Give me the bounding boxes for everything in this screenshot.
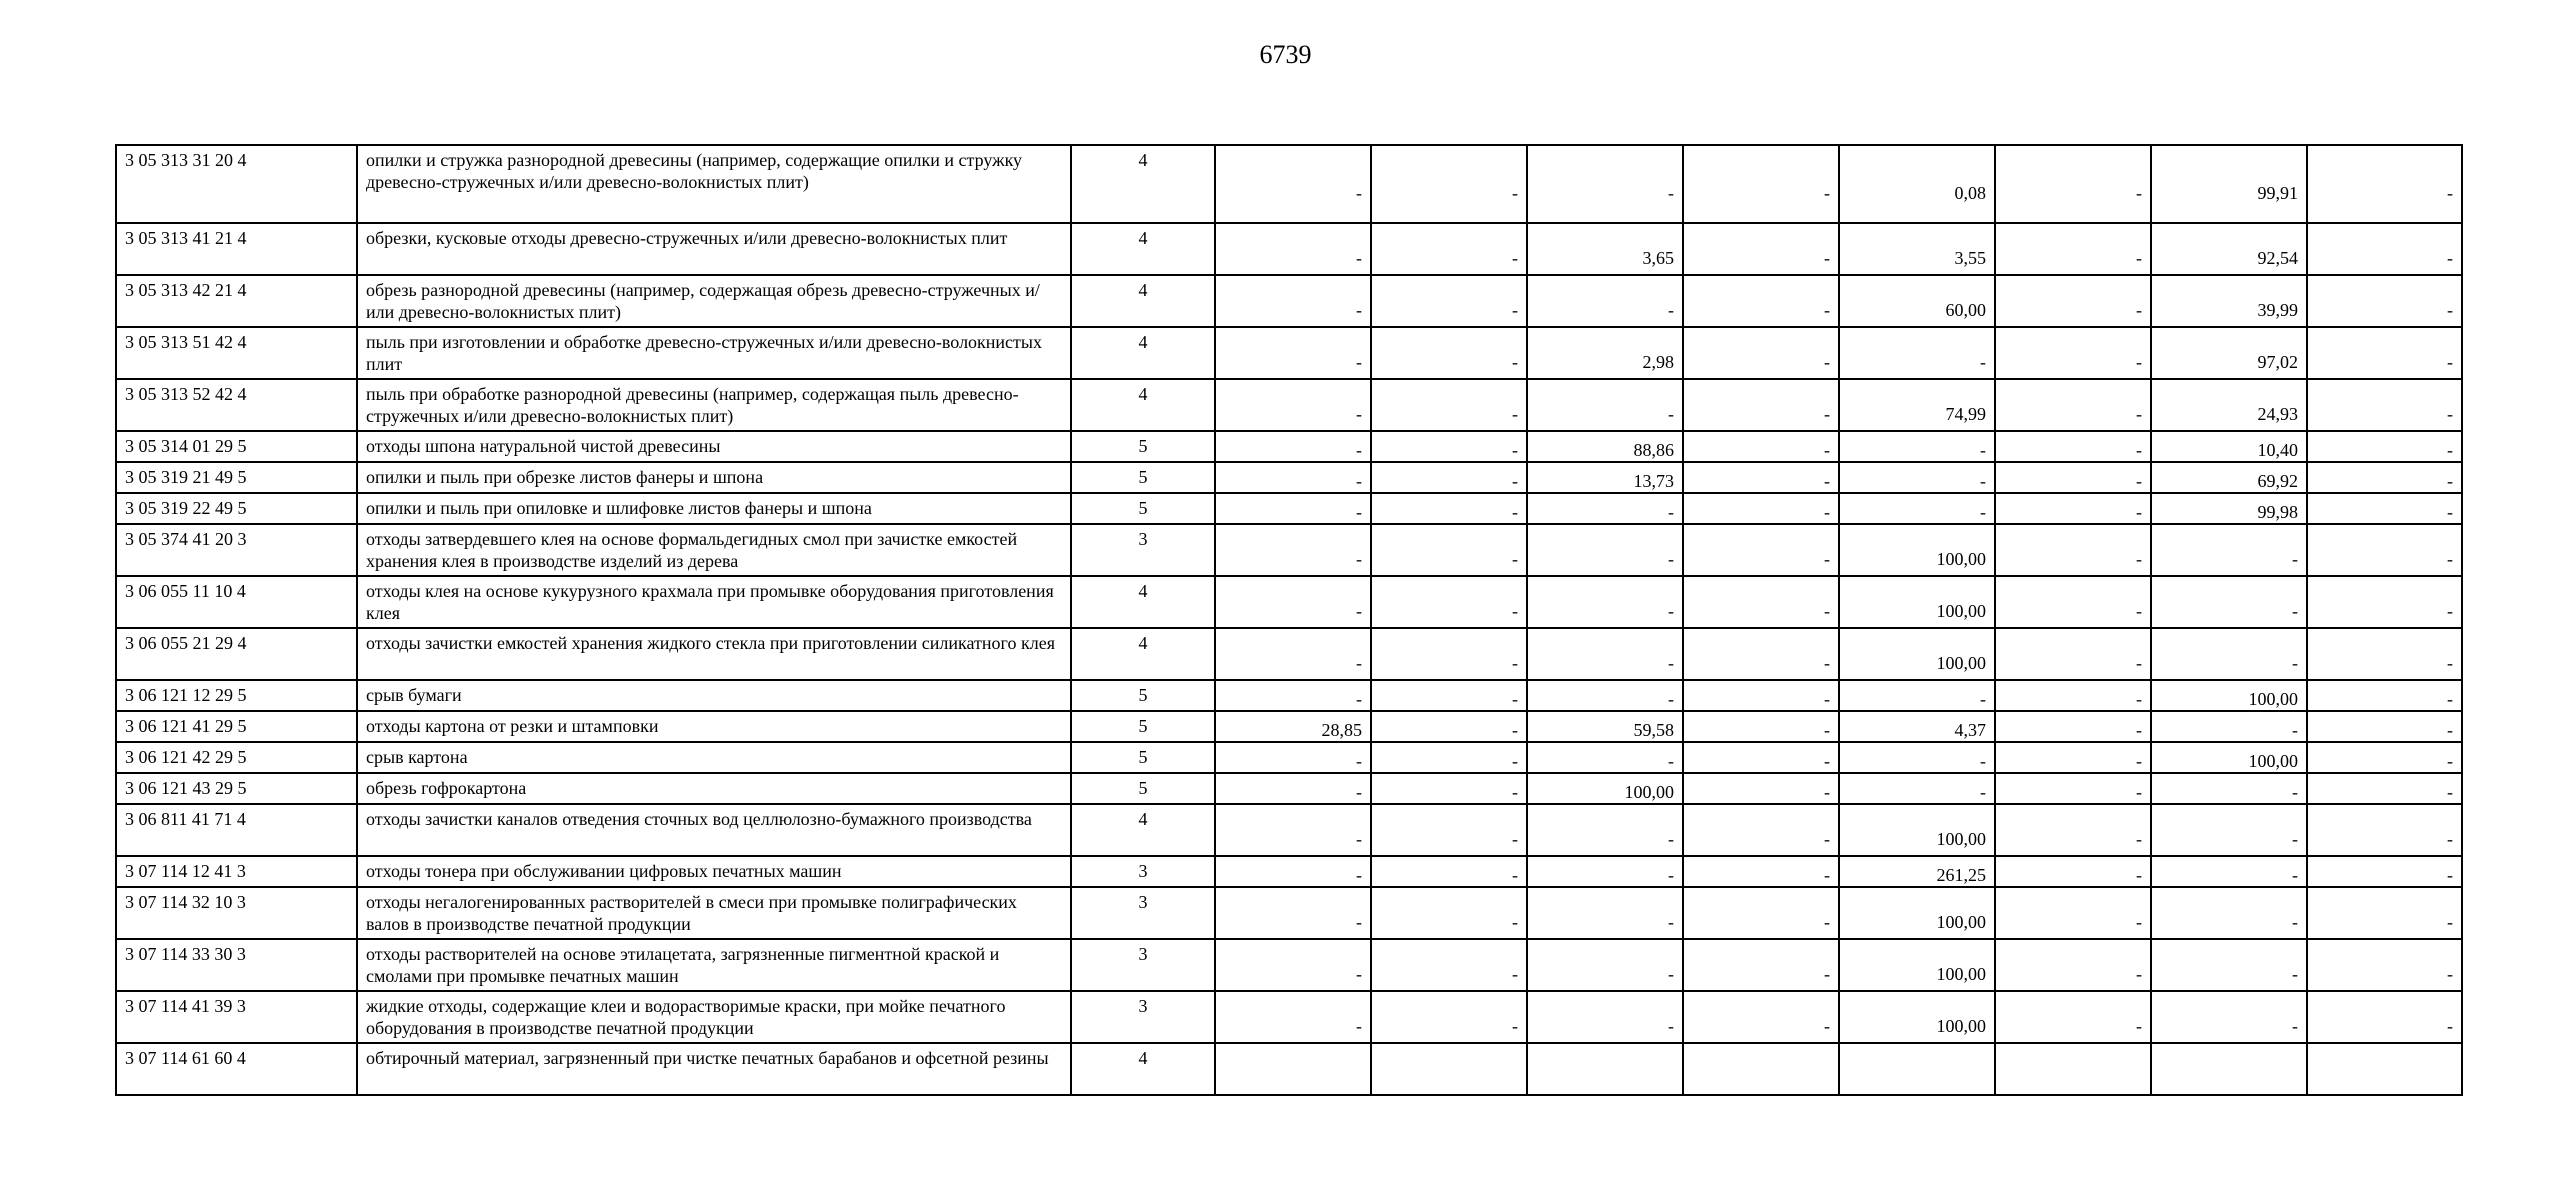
value-cell: - [1527, 742, 1683, 773]
value-cell: - [2307, 742, 2462, 773]
waste-code-cell: 3 05 319 21 49 5 [116, 462, 357, 493]
hazard-class-cell: 4 [1071, 379, 1215, 431]
value-cell: - [1995, 742, 2151, 773]
value-cell: - [1371, 493, 1527, 524]
value-cell: - [1371, 804, 1527, 856]
value-cell: - [1995, 991, 2151, 1043]
hazard-class-cell: 3 [1071, 939, 1215, 991]
hazard-class-cell: 5 [1071, 493, 1215, 524]
hazard-class-cell: 4 [1071, 576, 1215, 628]
value-cell: - [2307, 145, 2462, 223]
waste-code-cell: 3 07 114 61 60 4 [116, 1043, 357, 1095]
table-row [116, 327, 2462, 379]
waste-name-cell: отходы затвердевшего клея на основе формальдегидных смол при зачистке емкостей хранения клея в производстве изделий из дерева [357, 524, 1071, 576]
value-cell: - [1527, 628, 1683, 680]
value-cell: - [1683, 145, 1839, 223]
value-cell: - [1371, 379, 1527, 431]
hazard-class-cell: 5 [1071, 462, 1215, 493]
value-cell: - [2151, 628, 2307, 680]
waste-code-cell: 3 06 811 41 71 4 [116, 804, 357, 856]
value-cell: 100,00 [1839, 576, 1995, 628]
value-cell: - [1371, 431, 1527, 462]
value-cell: - [2307, 773, 2462, 804]
value-cell: - [1995, 431, 2151, 462]
table-body [116, 145, 2462, 1095]
value-cell: 100,00 [1839, 887, 1995, 939]
value-cell: - [1527, 939, 1683, 991]
value-cell: - [1995, 856, 2151, 887]
value-cell: - [1527, 576, 1683, 628]
value-cell: 92,54 [2151, 223, 2307, 275]
hazard-class-cell: 3 [1071, 524, 1215, 576]
value-cell: - [1215, 804, 1371, 856]
value-cell: 100,00 [2151, 680, 2307, 711]
value-cell: - [1683, 856, 1839, 887]
table-row [116, 804, 2462, 856]
table-row [116, 493, 2462, 524]
value-cell: 4,37 [1839, 711, 1995, 742]
value-cell: - [2151, 524, 2307, 576]
waste-code-cell: 3 07 114 41 39 3 [116, 991, 357, 1043]
value-cell: 2,98 [1527, 327, 1683, 379]
table-row [116, 145, 2462, 223]
value-cell: - [1371, 275, 1527, 327]
table-row [116, 628, 2462, 680]
waste-name-cell: отходы растворителей на основе этилацетата, загрязненные пигментной краской и смолами при промывке печатных машин [357, 939, 1071, 991]
value-cell [2151, 1043, 2307, 1095]
value-cell: 100,00 [1839, 939, 1995, 991]
value-cell: - [1527, 145, 1683, 223]
waste-name-cell: опилки и пыль при опиловке и шлифовке листов фанеры и шпона [357, 493, 1071, 524]
value-cell: - [1683, 431, 1839, 462]
value-cell [2307, 1043, 2462, 1095]
value-cell: - [2307, 493, 2462, 524]
value-cell: - [1995, 145, 2151, 223]
value-cell: - [1527, 379, 1683, 431]
table-row [116, 275, 2462, 327]
value-cell: - [1839, 742, 1995, 773]
value-cell: 97,02 [2151, 327, 2307, 379]
waste-code-cell: 3 06 121 41 29 5 [116, 711, 357, 742]
waste-code-cell: 3 05 313 42 21 4 [116, 275, 357, 327]
waste-name-cell: отходы зачистки емкостей хранения жидкого стекла при приготовлении силикатного клея [357, 628, 1071, 680]
value-cell: - [1215, 327, 1371, 379]
table-row [116, 379, 2462, 431]
value-cell: 100,00 [2151, 742, 2307, 773]
hazard-class-cell: 4 [1071, 804, 1215, 856]
value-cell: - [2151, 856, 2307, 887]
table-row [116, 462, 2462, 493]
value-cell: - [1995, 223, 2151, 275]
value-cell: - [1683, 887, 1839, 939]
value-cell: - [1527, 524, 1683, 576]
value-cell: - [1215, 887, 1371, 939]
value-cell: - [2307, 379, 2462, 431]
value-cell: 100,00 [1527, 773, 1683, 804]
value-cell: - [2151, 576, 2307, 628]
value-cell: - [1839, 462, 1995, 493]
value-cell: - [1371, 327, 1527, 379]
waste-name-cell: обтирочный материал, загрязненный при чистке печатных барабанов и офсетной резины [357, 1043, 1071, 1095]
value-cell: - [1215, 379, 1371, 431]
waste-name-cell: обрезь гофрокартона [357, 773, 1071, 804]
value-cell: - [1215, 991, 1371, 1043]
value-cell: - [2151, 991, 2307, 1043]
value-cell: - [2307, 223, 2462, 275]
value-cell [1995, 1043, 2151, 1095]
value-cell: - [1371, 711, 1527, 742]
table-row [116, 680, 2462, 711]
value-cell: - [1995, 628, 2151, 680]
value-cell: 99,98 [2151, 493, 2307, 524]
value-cell: - [2307, 431, 2462, 462]
value-cell: - [1215, 275, 1371, 327]
value-cell: - [1683, 493, 1839, 524]
value-cell: - [2307, 991, 2462, 1043]
value-cell: - [1215, 145, 1371, 223]
value-cell: - [1839, 773, 1995, 804]
table-row [116, 1043, 2462, 1095]
value-cell: - [1683, 524, 1839, 576]
waste-name-cell: отходы картона от резки и штамповки [357, 711, 1071, 742]
waste-name-cell: срыв бумаги [357, 680, 1071, 711]
waste-name-cell: пыль при изготовлении и обработке древесно-стружечных и/или древесно-волокнистых плит [357, 327, 1071, 379]
value-cell: - [2307, 804, 2462, 856]
value-cell: 39,99 [2151, 275, 2307, 327]
waste-table [115, 144, 2463, 1096]
waste-name-cell: срыв картона [357, 742, 1071, 773]
value-cell: 3,55 [1839, 223, 1995, 275]
waste-code-cell: 3 05 313 52 42 4 [116, 379, 357, 431]
value-cell: - [1995, 524, 2151, 576]
value-cell: - [1683, 804, 1839, 856]
table-row [116, 773, 2462, 804]
hazard-class-cell: 5 [1071, 711, 1215, 742]
value-cell: - [1215, 223, 1371, 275]
value-cell: 74,99 [1839, 379, 1995, 431]
value-cell: - [1683, 742, 1839, 773]
value-cell: - [1683, 462, 1839, 493]
value-cell: - [1839, 493, 1995, 524]
value-cell: - [1995, 711, 2151, 742]
page-number: 6739 [1259, 40, 1312, 69]
waste-name-cell: отходы шпона натуральной чистой древесины [357, 431, 1071, 462]
value-cell: - [1683, 379, 1839, 431]
value-cell: 100,00 [1839, 804, 1995, 856]
waste-name-cell: отходы зачистки каналов отведения сточных вод целлюлозно-бумажного производства [357, 804, 1071, 856]
waste-name-cell: опилки и стружка разнородной древесины (например, содержащие опилки и стружку древесно-стружечных и/или древесно-волокнистых плит) [357, 145, 1071, 223]
table-row [116, 711, 2462, 742]
value-cell: 100,00 [1839, 628, 1995, 680]
value-cell: - [1683, 275, 1839, 327]
value-cell: - [2307, 576, 2462, 628]
value-cell: - [1527, 275, 1683, 327]
value-cell: - [1371, 462, 1527, 493]
value-cell: 3,65 [1527, 223, 1683, 275]
waste-code-cell: 3 06 121 12 29 5 [116, 680, 357, 711]
value-cell: - [1215, 939, 1371, 991]
value-cell: - [1371, 887, 1527, 939]
value-cell: - [1995, 773, 2151, 804]
value-cell: - [2307, 939, 2462, 991]
value-cell: - [1995, 493, 2151, 524]
value-cell: - [1527, 680, 1683, 711]
value-cell: - [2307, 462, 2462, 493]
value-cell: - [1995, 275, 2151, 327]
value-cell [1683, 1043, 1839, 1095]
value-cell: - [1371, 576, 1527, 628]
value-cell: - [2307, 856, 2462, 887]
waste-code-cell: 3 06 121 43 29 5 [116, 773, 357, 804]
waste-code-cell: 3 05 374 41 20 3 [116, 524, 357, 576]
value-cell: - [2307, 628, 2462, 680]
value-cell: - [2307, 327, 2462, 379]
value-cell: - [1215, 524, 1371, 576]
value-cell: 0,08 [1839, 145, 1995, 223]
waste-code-cell: 3 05 313 51 42 4 [116, 327, 357, 379]
waste-name-cell: пыль при обработке разнородной древесины (например, содержащая пыль древесно-стружечных и/или древесно-волокнистых плит) [357, 379, 1071, 431]
value-cell: - [1839, 327, 1995, 379]
value-cell: - [1839, 680, 1995, 711]
waste-code-cell: 3 07 114 32 10 3 [116, 887, 357, 939]
value-cell: 69,92 [2151, 462, 2307, 493]
value-cell: - [1683, 991, 1839, 1043]
value-cell: 59,58 [1527, 711, 1683, 742]
table-row [116, 887, 2462, 939]
value-cell: - [2151, 804, 2307, 856]
hazard-class-cell: 3 [1071, 991, 1215, 1043]
waste-code-cell: 3 05 314 01 29 5 [116, 431, 357, 462]
hazard-class-cell: 4 [1071, 1043, 1215, 1095]
value-cell [1371, 1043, 1527, 1095]
waste-name-cell: отходы клея на основе кукурузного крахмала при промывке оборудования приготовления клея [357, 576, 1071, 628]
value-cell: - [1215, 628, 1371, 680]
value-cell [1215, 1043, 1371, 1095]
value-cell: - [2307, 524, 2462, 576]
value-cell: - [1215, 742, 1371, 773]
table-row [116, 856, 2462, 887]
value-cell: - [1683, 711, 1839, 742]
value-cell: - [1527, 991, 1683, 1043]
value-cell: - [2151, 711, 2307, 742]
value-cell: 88,86 [1527, 431, 1683, 462]
value-cell: - [2151, 939, 2307, 991]
value-cell: - [1995, 887, 2151, 939]
waste-name-cell: обрезки, кусковые отходы древесно-стружечных и/или древесно-волокнистых плит [357, 223, 1071, 275]
value-cell: - [1995, 327, 2151, 379]
table-row [116, 431, 2462, 462]
value-cell: - [1371, 680, 1527, 711]
value-cell: 24,93 [2151, 379, 2307, 431]
waste-name-cell: отходы тонера при обслуживании цифровых печатных машин [357, 856, 1071, 887]
value-cell: - [1683, 327, 1839, 379]
waste-code-cell: 3 05 313 31 20 4 [116, 145, 357, 223]
value-cell: - [1995, 804, 2151, 856]
table-row [116, 991, 2462, 1043]
waste-code-cell: 3 06 121 42 29 5 [116, 742, 357, 773]
value-cell: - [1371, 742, 1527, 773]
hazard-class-cell: 5 [1071, 742, 1215, 773]
hazard-class-cell: 3 [1071, 887, 1215, 939]
value-cell: - [1371, 991, 1527, 1043]
value-cell: - [1527, 887, 1683, 939]
hazard-class-cell: 5 [1071, 680, 1215, 711]
value-cell: - [1995, 576, 2151, 628]
waste-name-cell: опилки и пыль при обрезке листов фанеры и шпона [357, 462, 1071, 493]
value-cell: - [1215, 431, 1371, 462]
hazard-class-cell: 5 [1071, 431, 1215, 462]
value-cell: - [1371, 856, 1527, 887]
value-cell: - [1995, 379, 2151, 431]
value-cell: 13,73 [1527, 462, 1683, 493]
value-cell: - [1215, 462, 1371, 493]
table-row [116, 576, 2462, 628]
value-cell: 60,00 [1839, 275, 1995, 327]
value-cell: - [1683, 680, 1839, 711]
value-cell: - [1215, 773, 1371, 804]
value-cell: - [1527, 856, 1683, 887]
value-cell: 28,85 [1215, 711, 1371, 742]
value-cell [1839, 1043, 1995, 1095]
waste-code-cell: 3 07 114 12 41 3 [116, 856, 357, 887]
value-cell: - [1215, 493, 1371, 524]
value-cell: - [1215, 576, 1371, 628]
value-cell: - [1995, 680, 2151, 711]
value-cell: - [2307, 680, 2462, 711]
value-cell: - [1995, 939, 2151, 991]
value-cell: - [2307, 711, 2462, 742]
value-cell: - [1371, 628, 1527, 680]
waste-code-cell: 3 05 319 22 49 5 [116, 493, 357, 524]
value-cell [1527, 1043, 1683, 1095]
hazard-class-cell: 4 [1071, 275, 1215, 327]
value-cell: - [1683, 939, 1839, 991]
table-row [116, 524, 2462, 576]
value-cell: 100,00 [1839, 524, 1995, 576]
waste-code-cell: 3 06 055 21 29 4 [116, 628, 357, 680]
table-row [116, 223, 2462, 275]
waste-code-cell: 3 05 313 41 21 4 [116, 223, 357, 275]
value-cell: - [1683, 223, 1839, 275]
value-cell: - [1527, 804, 1683, 856]
value-cell: - [1839, 431, 1995, 462]
hazard-class-cell: 4 [1071, 223, 1215, 275]
table-row [116, 939, 2462, 991]
value-cell: - [1371, 524, 1527, 576]
value-cell: 261,25 [1839, 856, 1995, 887]
table-row [116, 742, 2462, 773]
value-cell: - [1215, 856, 1371, 887]
value-cell: - [1995, 462, 2151, 493]
value-cell: - [1527, 493, 1683, 524]
hazard-class-cell: 4 [1071, 327, 1215, 379]
hazard-class-cell: 5 [1071, 773, 1215, 804]
value-cell: 99,91 [2151, 145, 2307, 223]
value-cell: - [1215, 680, 1371, 711]
waste-name-cell: обрезь разнородной древесины (например, содержащая обрезь древесно-стружечных и/или древесно-волокнистых плит) [357, 275, 1071, 327]
value-cell: - [2307, 887, 2462, 939]
waste-name-cell: отходы негалогенированных растворителей в смеси при промывке полиграфических валов в производстве печатной продукции [357, 887, 1071, 939]
hazard-class-cell: 4 [1071, 628, 1215, 680]
value-cell: - [1683, 773, 1839, 804]
value-cell: - [2151, 773, 2307, 804]
hazard-class-cell: 4 [1071, 145, 1215, 223]
value-cell: - [1371, 939, 1527, 991]
value-cell: 100,00 [1839, 991, 1995, 1043]
value-cell: - [1371, 223, 1527, 275]
waste-name-cell: жидкие отходы, содержащие клеи и водорастворимые краски, при мойке печатного оборудования в производстве печатной продукции [357, 991, 1071, 1043]
value-cell: - [1371, 773, 1527, 804]
waste-code-cell: 3 07 114 33 30 3 [116, 939, 357, 991]
value-cell: - [2307, 275, 2462, 327]
value-cell: - [1371, 145, 1527, 223]
value-cell: - [2151, 887, 2307, 939]
hazard-class-cell: 3 [1071, 856, 1215, 887]
value-cell: - [1683, 628, 1839, 680]
waste-code-cell: 3 06 055 11 10 4 [116, 576, 357, 628]
value-cell: - [1683, 576, 1839, 628]
value-cell: 10,40 [2151, 431, 2307, 462]
